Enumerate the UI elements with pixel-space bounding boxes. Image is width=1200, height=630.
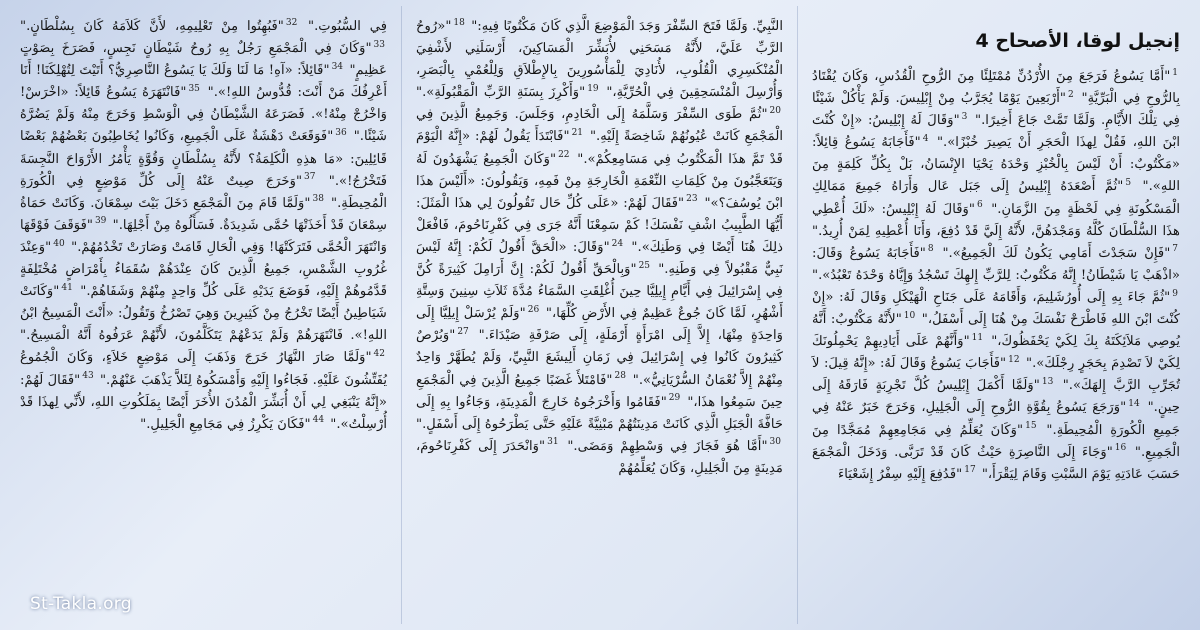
verse-number: 12 xyxy=(1008,354,1020,365)
verse-text: "وَبِالْحَقِّ أَقُولُ لَكُمْ: إِنَّ أَرَامِلَ كَثِيرَةً كُنَّ فِي إِسْرَائِيلَ فِي أَيَّامِ إِيلِيَّا حِينَ أُغْلِقَتِ السَّمَاءُ مُدَّةَ ثَلاَثِ سِنِينَ وَسِتَّةِ أَشْهُرٍ، لَمَّا كَانَ جُوعٌ عَظِيمٌ فِي الأَرْضِ كُلِّهَا،" xyxy=(416,262,783,322)
verse-text: "وَأَكْرِزَ بِسَنَةِ الرَّبِّ الْمَقْبُولَةِ»." xyxy=(416,85,586,101)
verse-number: 33 xyxy=(373,39,385,50)
verse-text: "فَامْتَلأَ غَضَبًا جَمِيعُ الَّذِينَ فِي الْمَجْمَعِ حِينَ سَمِعُوا هذَا،" xyxy=(416,372,784,410)
verse-text: "وَقَالَ لَهُ إِبْلِيسُ: «إِنْ كُنْتَ ابْنَ اللهِ، فَقُلْ لِهذَا الْحَجَرِ أَنْ يَصِيرَ خُبْزًا»." xyxy=(812,113,1180,151)
chapter-title: إنجيل لوقا، الأصحاح 4 xyxy=(975,30,1180,52)
verse-number: 4 xyxy=(922,133,929,144)
verse-number: 43 xyxy=(82,371,94,382)
verse-number: 10 xyxy=(903,310,916,321)
verse-number: 25 xyxy=(638,260,651,271)
verse-text: "أَرْبَعِينَ يَوْمًا يُجَرَّبُ مِنْ إِبْلِيسَ. وَلَمْ يَأْكُلْ شَيْئًا فِي تِلْكَ الأَيَّامِ. وَلَمَّا تَمَّتْ جَاعَ أَخِيرًا." xyxy=(812,91,1180,129)
verse-text: "وَلَمْ يُرْسَلْ إِيلِيَّا إِلَى وَاحِدَةٍ مِنْهَا، إِلاَّ إِلَى امْرَأَةٍ أَرْمَلَةٍ، إِلَى صَرْفَةِ صَيْدَاءَ." xyxy=(416,306,783,344)
verse-text: "ثُمَّ أَصْعَدَهُ إِبْلِيسُ إِلَى جَبَل عَال وَأَرَاهُ جَمِيعَ مَمَالِكِ الْمَسْكُونَةِ فِي لَحْظَةٍ مِنَ الزَّمَانِ." xyxy=(812,179,1181,217)
column-text xyxy=(812,66,1180,486)
verse-text: "وَرَجَعَ يَسُوعُ بِقُوَّةِ الرُّوحِ إِلَى الْجَلِيلِ، وَخَرَجَ خَبَرٌ عَنْهُ فِي جَمِيعِ الْكُورَةِ الْمُحِيطَةِ." xyxy=(812,400,1180,438)
verse-text: "ثُمَّ طَوَى السِّفْرَ وَسَلَّمَهُ إِلَى الْخَادِمِ، وَجَلَسَ. وَجَمِيعُ الَّذِينَ فِي الْمَجْمَعِ كَانَتْ عُيُونُهُمْ شَاخِصَةً إِلَيْهِ." xyxy=(416,107,783,145)
verse-text: "وَكَانَ يُعَلِّمُ فِي مَجَامِعِهِمْ مُمَجَّدًا مِنَ الْجَمِيعِ." xyxy=(812,422,1180,460)
verse-text: "وَلَمَّا أَكْمَلَ إِبْلِيسُ كُلَّ تَجْرِبَةٍ فَارَقَهُ إِلَى حِينٍ." xyxy=(812,378,1181,416)
verse-text: "وَقَالَ لَهُ إِبْلِيسُ: «لَكَ أُعْطِي هذَا السُّلْطَانَ كُلَّهُ وَمَجْدَهُنَّ، لأَنَّهُ إِلَيَّ قَدْ دُفِعَ، وَأَنَا أُعْطِيهِ لِمَنْ أُرِيدُ." xyxy=(812,201,1180,239)
verse-text: "وَكَانَ الْجَمِيعُ يَشْهَدُونَ لَهُ وَيَتَعَجَّبُونَ مِنْ كَلِمَاتِ النِّعْمَةِ الْخَارِجَةِ مِنْ فَمِهِ، وَيَقُولُونَ: «أَلَيْسَ هذَا ابْنَ يُوسُفَ؟»" xyxy=(416,151,783,211)
verse-text: "فَأَجَابَهُ يَسُوعُ قِائِلاً: «مَكْتُوبٌ: أَنْ لَيْسَ بِالْخُبْزِ وَحْدَهُ يَحْيَا الإِنْسَانُ، بَلْ بِكُلِّ كَلِمَةٍ مِنَ اللهِ»." xyxy=(812,135,1180,195)
verse-number: 29 xyxy=(668,393,681,404)
verse-number: 28 xyxy=(614,371,626,382)
verse-number: 30 xyxy=(769,437,781,448)
verse-text: "وَقَالَ: «الْحَقَّ أَقُولُ لَكُمْ: إِنَّهُ لَيْسَ نَبِيٌّ مَقْبُولاً فِي وَطَنِهِ." xyxy=(416,239,783,278)
verse-text: "فَانْتَهَرَهُ يَسُوعُ قَائِلاً: «اخْرَسْ! وَاخْرُجْ مِنْهُ!». فَصَرَعَهُ الشَّيْطَانُ فِي الْوَسْطِ وَخَرَجَ مِنْهُ وَلَمْ يَضُرَّهُ شَيْئًا." xyxy=(20,85,387,145)
verse-text: "«رُوحُ الرَّبِّ عَلَيَّ، لأَنَّهُ مَسَحَنِي لأُبَشِّرَ الْمَسَاكِينَ، أَرْسَلَنِي لأَشْفِيَ الْمُنْكَسِرِي الْقُلُوبِ، لأُنَادِيَ لِلْمَأْسُورِينَ بِالإِطْلاَقِ وَلِلْعُمْيِ بِالْبَصَرِ، وَأُرْسِلَ الْمُنْسَحِقِينَ فِي الْحُرِّيَّةِ،" xyxy=(416,19,783,101)
column-middle xyxy=(402,6,798,624)
verse-number: 15 xyxy=(1025,421,1037,432)
column-right xyxy=(798,6,1194,624)
verse-number: 26 xyxy=(527,304,540,315)
verse-text: "وَبُرْصٌ كَثِيرُونَ كَانُوا فِي إِسْرَائِيلَ فِي زَمَانِ أَلِيشَعَ النَّبِيِّ، وَلَمْ يُطَهَّرْ وَاحِدٌ مِنْهُمْ إِلاَّ نُعْمَانُ السُّرْيَانِيُّ»." xyxy=(416,328,784,388)
verse-text: "لأَنَّهُ مَكْتُوبٌ: أَنَّهُ يُوصِي مَلاَئِكَتَهُ بِكَ لِكَيْ يَحْفَظُوكَ،" xyxy=(812,312,1180,350)
verse-text: "وَخَرَجَ صِيتٌ عَنْهُ إِلَى كُلِّ مَوْضِعٍ فِي الْكُورَةِ الْمُحِيطَةِ." xyxy=(20,173,387,211)
verse-number: 34 xyxy=(331,61,344,72)
verse-number: 35 xyxy=(188,83,200,94)
verse-number: 19 xyxy=(587,83,599,94)
verse-text: "وَلَمَّا صَارَ النَّهَارُ خَرَجَ وَذَهَبَ إِلَى مَوْضِعٍ خَلاَءٍ، وَكَانَ الْجُمُوعُ يُفَتِّشُونَ عَلَيْهِ. فَجَاءُوا إِلَيْهِ وَأَمْسَكُوهُ لِئَلاَّ يَذْهَبَ عَنْهُمْ." xyxy=(20,350,387,388)
verse-number: 32 xyxy=(285,17,298,28)
verse-number: 7 xyxy=(1172,244,1178,255)
verse-number: 37 xyxy=(304,172,316,183)
verse-text: "فَوَقَعَتْ دَهْشَةٌ عَلَى الْجَمِيعِ، وَكَانُوا يُخَاطِبُونَ بَعْضُهُمْ بَعْضًا قَائِلِينَ: «مَا هذِهِ الْكَلِمَةُ؟ لأَنَّهُ بِسُلْطَانٍ وَقُوَّةٍ يَأْمُرُ الأَرْوَاحَ النَّجِسَةَ فَتَخْرُجُ!»." xyxy=(20,129,387,189)
verse-number: 44 xyxy=(312,415,325,426)
verse-number: 39 xyxy=(94,216,107,227)
verse-text: "وَانْحَدَرَ إِلَى كَفْرِنَاحُومَ، مَدِينَةٍ مِنَ الْجَلِيلِ، وَكَانَ يُعَلِّمُهُمْ xyxy=(416,438,783,476)
verse-number: 14 xyxy=(1128,399,1140,410)
verse-number: 8 xyxy=(927,244,934,255)
verse-number: 31 xyxy=(547,437,559,448)
verse-text: "فَوَقَفَ فَوْقَهَا وَانْتَهَرَ الْحُمَّى فَتَرَكَتْهَا! وَفِي الْحَالِ قَامَتْ وَصَارَتْ تَخْدُمُهُمْ." xyxy=(20,217,387,255)
verse-text: "قَائِلاً: «آهِ! مَا لَنَا وَلَكَ يَا يَسُوعُ النَّاصِرِيُّ؟ أَتَيْتَ لِتُهْلِكَنَا! أَنَا أَعْرِفُكَ مَنْ أَنْتَ: قُدُّوسُ اللهِ!»." xyxy=(20,63,388,101)
verse-number: 23 xyxy=(686,194,698,205)
verse-number: 11 xyxy=(971,332,984,343)
verse-text: "وَعِنْدَ غُرُوبِ الشَّمْسِ، جَمِيعُ الَّذِينَ كَانَ عِنْدَهُمْ سُقَمَاءُ بِأَمْرَاضٍ مُخْتَلِفَةٍ قَدَّمُوهُمْ إِلَيْهِ، فَوَضَعَ يَدَيْهِ عَلَى كُلِّ وَاحِدٍ مِنْهُمْ وَشَفَاهُمْ." xyxy=(20,239,387,300)
verse-number: 40 xyxy=(53,238,65,249)
verse-number: 2 xyxy=(1068,89,1074,100)
column-left xyxy=(6,6,402,624)
verse-number: 41 xyxy=(61,282,73,293)
verse-number: 1 xyxy=(1172,67,1178,78)
verse-text: "وَلَمَّا قَامَ مِنَ الْمَجْمَعِ دَخَلَ بَيْتَ سِمْعَانَ. وَكَانَتْ حَمَاةُ سِمْعَانَ قَدْ أَخَذَتْهَا حُمَّى شَدِيدَةٌ. فَسَأَلُوهُ مِنْ أَجْلِهَا." xyxy=(20,195,387,233)
verse-text: "فَأَجَابَهُ يَسُوعُ وَقَالَ: «اذْهَبْ يَا شَيْطَانُ! إِنَّهُ مَكْتُوبٌ: لِلرَّبِّ إِلهِكَ تَسْجُدُ وَإِيَّاهُ وَحْدَهُ تَعْبُدُ»." xyxy=(812,245,1180,283)
verse-text: "فَدُفِعَ إِلَيْهِ سِفْرُ إِشَعْيَاءَ xyxy=(838,466,963,482)
verse-text: "وَجَاءَ إِلَى النَّاصِرَةِ حَيْثُ كَانَ قَدْ تَرَبَّى. وَدَخَلَ الْمَجْمَعَ حَسَبَ عَادَتِهِ يَوْمَ السَّبْتِ وَقَامَ لِيَقْرَأَ،" xyxy=(812,444,1180,482)
verse-number: 36 xyxy=(335,128,347,139)
site-logo[interactable]: St-Takla.org xyxy=(30,594,132,614)
verse-number: 42 xyxy=(373,349,385,360)
verse-text: "فَقَالَ لَهُمْ: «إِنَّهُ يَنْبَغِي لِي أَنْ أُبَشِّرَ الْمُدُنَ الأُخَرَ أَيْضًا بِمَلَكُوتِ اللهِ، لأَنِّي لِهذَا قَدْ أُرْسِلْتُ»." xyxy=(20,372,387,432)
verse-text: "فَقَامُوا وَأَخْرَجُوهُ خَارِجَ الْمَدِينَةِ، وَجَاءُوا بِهِ إِلَى حَافَّةَ الْجَبَلِ الَّذِي كَانَتْ مَدِينَتُهُمْ مَبْنِيَّةً عَلَيْهِ حَتَّى يَطْرَحُوهُ إِلَى أَسْفَلٍ." xyxy=(416,394,783,432)
verse-text: النَّبِيِّ. وَلَمَّا فَتَحَ السِّفْرَ وَجَدَ الْمَوْضِعَ الَّذِي كَانَ مَكْتُوبًا فِيهِ:" xyxy=(466,19,783,34)
verse-number: 17 xyxy=(964,465,976,476)
verse-number: 22 xyxy=(558,150,570,161)
verse-text: "أَمَّا هُوَ فَجَازَ فِي وَسْطِهِمْ وَمَضَى." xyxy=(560,438,768,454)
verse-text: "فَبُهِتُوا مِنْ تَعْلِيمِهِ، لأَنَّ كَلاَمَهُ كَانَ بِسُلْطَانٍ." xyxy=(20,19,284,34)
verse-text: "فَكَانَ يَكْرِزُ فِي مَجَامِعِ الْجَلِيلِ." xyxy=(140,416,311,432)
verse-number: 38 xyxy=(312,194,324,205)
column-text xyxy=(416,16,783,480)
verse-number: 9 xyxy=(1172,288,1178,299)
verse-number: 27 xyxy=(457,326,469,337)
verse-number: 20 xyxy=(769,105,781,116)
verse-text: "وَكَانَتْ شَيَاطِينُ أَيْضًا تَخْرُجُ مِنْ كَثِيرِينَ وَهِيَ تَصْرُخُ وَتَقُولُ: «أَنْتَ الْمَسِيحُ ابْنُ اللهِ!». فَانْتَهَرَهُمْ وَلَمْ يَدَعْهُمْ يَتَكَلَّمُونَ، لأَنَّهُمْ عَرَفُوهُ أَنَّهُ الْمَسِيحُ." xyxy=(20,284,387,344)
verse-text: "فَإِنْ سَجَدْتَ أَمَامِي يَكُونُ لَكَ الْجَمِيعُ»." xyxy=(935,245,1171,261)
verse-text: "ثُمَّ جَاءَ بِهِ إِلَى أُورُشَلِيمَ، وَأَقَامَهُ عَلَى جَنَاحِ الْهَيْكَلِ وَقَالَ لَهُ: «إِنْ كُنْتَ ابْنَ اللهِ فَاطْرَحْ نَفْسَكَ مِنْ هُنَا إِلَى أَسْفَلُ،" xyxy=(812,289,1180,328)
verse-text: "وَأَنَّهُمْ عَلَى أَيَادِيهِمْ يَحْمِلُونَكَ لِكَيْ لاَ تَصْدِمَ بِحَجَرٍ رِجْلَكَ»." xyxy=(812,334,1180,372)
verse-number: 5 xyxy=(1125,178,1132,189)
verse-number: 16 xyxy=(1114,443,1127,454)
verse-text: "أَمَّا يَسُوعُ فَرَجَعَ مِنَ الأُرْدُنِّ مُمْتَلِئًا مِنَ الرُّوحِ الْقُدُسِ، وَكَانَ يُقْتَادُ بِالرُّوحِ فِي الْبَرِّيَّةِ" xyxy=(812,69,1180,107)
verse-text: "فَقَالَ لَهُمْ: «عَلَى كُلِّ حَال تَقُولُونَ لِي هذَا الْمَثَلَ: أَيُّهَا الطَّبِيبُ اشْفِ نَفْسَكَ! كَمْ سَمِعْنَا أَنَّهُ جَرَى فِي كَفْرِنَاحُومَ، فَافْعَلْ ذلِكَ هُنَا أَيْضًا فِي وَطَنِكَ»." xyxy=(416,195,783,255)
verse-number: 18 xyxy=(453,17,465,28)
verse-number: 6 xyxy=(976,200,983,211)
verse-text: فِي السُّبُوتِ." xyxy=(299,19,387,34)
verse-number: 24 xyxy=(611,238,624,249)
verse-number: 13 xyxy=(1041,376,1054,387)
chapter-page xyxy=(6,6,1194,624)
verse-text: "فَأَجَابَ يَسُوعُ وَقَالَ لَهُ: «إِنَّهُ قِيلَ: لاَ تُجَرِّبِ الرَّبَّ إِلهَكَ»." xyxy=(812,356,1180,394)
column-text xyxy=(20,16,387,436)
verse-text: "فَابْتَدَأَ يَقُولُ لَهُمْ: «إِنَّهُ الْيَوْمَ قَدْ تَمَّ هذَا الْمَكْتُوبُ فِي مَسَامِعِكُمْ»." xyxy=(416,129,783,167)
verse-text: "وَكَانَ فِي الْمَجْمَعِ رَجُلٌ بِهِ رُوحُ شَيْطَانٍ نَجِسٍ، فَصَرَخَ بِصَوْتٍ عَظِيمٍ" xyxy=(20,41,387,79)
verse-number: 21 xyxy=(571,128,584,139)
verse-number: 3 xyxy=(961,111,968,122)
